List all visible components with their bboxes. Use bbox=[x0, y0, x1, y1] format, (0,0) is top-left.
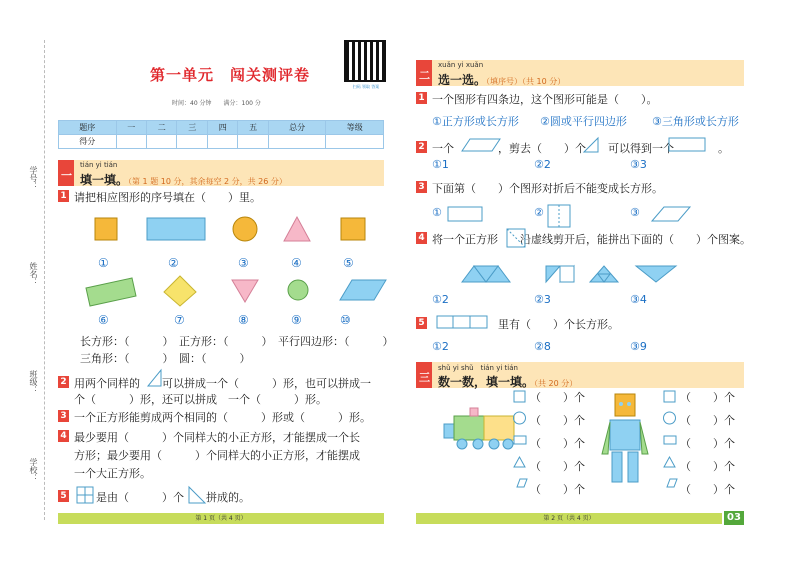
choice-option[interactable]: ①2 bbox=[432, 293, 449, 306]
pattern-1 bbox=[462, 266, 510, 282]
table-header-cell: 题序 bbox=[59, 121, 117, 135]
question-number: 5 bbox=[58, 490, 69, 502]
question-text: 下面第（ ）个图形对折后不能变成长方形。 bbox=[432, 182, 663, 195]
question-text: 一个 ，剪去（ ）个 可以得到一个 。 bbox=[432, 142, 729, 155]
score-cell[interactable] bbox=[326, 135, 384, 149]
page-footer: 第 2 页（共 4 页） bbox=[416, 513, 722, 524]
question-text: 个（ ）形，还可以拼成 一个（ ）形。 bbox=[74, 393, 327, 406]
train-picture bbox=[440, 406, 520, 456]
choice-option[interactable]: ②8 bbox=[534, 340, 551, 353]
pattern-3 bbox=[590, 266, 618, 282]
count-blank: （ ）个 bbox=[680, 483, 735, 496]
section-heading-text: 数一数，填一填。 bbox=[438, 375, 535, 389]
shape-rectangle-6 bbox=[86, 278, 136, 306]
shape-circle-9 bbox=[288, 280, 308, 300]
shape-label: ④ bbox=[291, 256, 302, 270]
section-note: （共 20 分） bbox=[534, 379, 578, 388]
section-pinyin: xuǎn yi xuǎn bbox=[438, 61, 484, 69]
shape-triangle-4 bbox=[284, 217, 310, 241]
choice-option[interactable]: ①1 bbox=[432, 158, 449, 171]
table-header-cell: 二 bbox=[147, 121, 177, 135]
section-note: （第 1 题 10 分，其余每空 2 分，共 26 分） bbox=[128, 177, 287, 186]
question-text: 一个图形有四条边，这个图形可能是（ ）。 bbox=[432, 93, 658, 106]
shape-label: ⑧ bbox=[238, 313, 249, 327]
score-table-row bbox=[59, 135, 384, 149]
score-cell[interactable] bbox=[268, 135, 326, 149]
choice-option[interactable]: ③三角形或长方形 bbox=[652, 115, 739, 128]
shapes-row-2 bbox=[84, 274, 394, 310]
page-footer: 第 1 页（共 4 页） bbox=[58, 513, 384, 524]
table-header-cell: 等级 bbox=[326, 121, 384, 135]
school-label: 学校： bbox=[29, 458, 38, 482]
count-blank: （ ）个 bbox=[530, 437, 585, 450]
section-heading bbox=[80, 171, 287, 188]
question-number: 2 bbox=[416, 141, 427, 153]
count-blank: （ ）个 bbox=[680, 391, 735, 404]
choice-option[interactable]: ③3 bbox=[630, 158, 647, 171]
shape-square-1 bbox=[95, 218, 117, 240]
question-text: 是由（ ）个 拼成的。 bbox=[74, 491, 250, 504]
page-title: 第一单元 闯关测评卷 bbox=[150, 66, 311, 84]
choice-option[interactable]: ② bbox=[534, 206, 544, 219]
choice-option[interactable]: ②圆或平行四边形 bbox=[540, 115, 627, 128]
qr-caption: 扫码 领取 答案 bbox=[352, 84, 380, 89]
question-number: 2 bbox=[58, 376, 69, 388]
section-heading-text: 选一选。 bbox=[438, 73, 487, 87]
score-table-header-row bbox=[59, 121, 384, 135]
table-header-cell: 一 bbox=[116, 121, 146, 135]
section-heading bbox=[438, 71, 565, 88]
shape-label: ② bbox=[168, 256, 179, 270]
question-text: 将一个正方形 沿虚线剪开后，能拼出下面的（ ）个图案。 bbox=[432, 233, 751, 246]
shape-circle-3 bbox=[233, 217, 257, 241]
question-number: 3 bbox=[58, 410, 69, 422]
question-text: 请把相应图形的序号填在（ ）里。 bbox=[74, 191, 261, 204]
question-number: 1 bbox=[416, 92, 427, 104]
table-header-cell: 三 bbox=[177, 121, 207, 135]
parallelogram-figure-icon bbox=[462, 137, 502, 153]
score-cell[interactable] bbox=[207, 135, 237, 149]
shape-label: ⑩ bbox=[340, 313, 351, 327]
shape-parallelogram-10 bbox=[340, 280, 386, 300]
section-note: （填序号）（共 10 分） bbox=[486, 77, 566, 86]
score-row-label: 得分 bbox=[59, 135, 117, 149]
fold-figures bbox=[446, 204, 706, 228]
question-number: 1 bbox=[58, 190, 69, 202]
table-header-cell: 总分 bbox=[268, 121, 326, 135]
fold-figure-3 bbox=[652, 207, 690, 221]
student-number-label: 学号： bbox=[29, 166, 38, 190]
question-number: 4 bbox=[58, 430, 69, 442]
section-3-header bbox=[416, 362, 744, 388]
q1-answer-line: 三角形：（ ） 圆：（ ） bbox=[80, 352, 251, 365]
choice-option[interactable]: ①正方形或长方形 bbox=[432, 115, 519, 128]
section-number: 一 bbox=[61, 169, 72, 182]
fold-figure-1 bbox=[448, 207, 482, 221]
question-text: 最少要用（ ）个同样大的小正方形，才能摆成一个长 bbox=[74, 431, 360, 444]
triangle-figure-icon bbox=[583, 137, 599, 153]
choice-option[interactable]: ③4 bbox=[630, 293, 647, 306]
choice-option[interactable]: ③9 bbox=[630, 340, 647, 353]
shape-square-5 bbox=[341, 218, 365, 240]
question-text: 一个正方形能剪成两个相同的（ ）形或（ ）形。 bbox=[74, 411, 371, 424]
page-number-badge: 03 bbox=[724, 511, 744, 525]
triangle-figure-icon bbox=[147, 369, 163, 387]
table-header-cell: 五 bbox=[238, 121, 268, 135]
pattern-4 bbox=[636, 266, 676, 282]
exam-meta: 时间：40 分钟 满分：100 分 bbox=[172, 100, 261, 107]
square-diagonal-figure-icon bbox=[506, 228, 526, 248]
q1-answer-line: 长方形：（ ） 正方形：（ ） 平行四边形：（ ） bbox=[80, 335, 394, 348]
question-number: 4 bbox=[416, 232, 427, 244]
question-number: 5 bbox=[416, 317, 427, 329]
shape-label: ⑤ bbox=[343, 256, 354, 270]
score-cell[interactable] bbox=[238, 135, 268, 149]
shape-triangle-8 bbox=[232, 280, 258, 302]
choice-option[interactable]: ②2 bbox=[534, 158, 551, 171]
section-pinyin: shǔ yi shǔ tián yi tián bbox=[438, 364, 518, 372]
table-header-cell: 四 bbox=[207, 121, 237, 135]
robot-picture bbox=[600, 392, 650, 492]
pattern-2 bbox=[546, 266, 574, 282]
strip-rectangle-figure-icon bbox=[436, 314, 488, 330]
count-blank: （ ）个 bbox=[680, 460, 735, 473]
question-number: 3 bbox=[416, 181, 427, 193]
shape-label: ③ bbox=[238, 256, 249, 270]
section-number: 二 bbox=[419, 69, 430, 82]
section-pinyin: tián yi tián bbox=[80, 161, 118, 169]
count-blank: （ ）个 bbox=[680, 437, 735, 450]
shape-label: ⑦ bbox=[174, 313, 185, 327]
shapes-row-1 bbox=[90, 212, 390, 252]
score-cell[interactable] bbox=[177, 135, 207, 149]
section-2-header bbox=[416, 60, 744, 86]
score-cell[interactable] bbox=[116, 135, 146, 149]
triangle-figure-icon bbox=[188, 486, 206, 504]
question-text: 用两个同样的 可以拼成一个（ ）形，也可以拼成一 bbox=[74, 377, 371, 390]
count-blank: （ ）个 bbox=[530, 414, 585, 427]
count-shapes-col-1 bbox=[513, 389, 527, 493]
section-heading-text: 填一填。 bbox=[80, 173, 129, 187]
shape-label: ⑨ bbox=[291, 313, 302, 327]
binding-dashed-line bbox=[44, 40, 45, 520]
section-number: 三 bbox=[419, 371, 430, 384]
shape-label: ① bbox=[98, 256, 109, 270]
count-shapes-col-2 bbox=[663, 389, 677, 493]
choice-option[interactable]: ③ bbox=[630, 206, 640, 219]
question-text: 方形；最少要用（ ）个同样大的小正方形，才能摆成 bbox=[74, 449, 360, 462]
class-label: 班级： bbox=[29, 370, 38, 394]
choice-option[interactable]: ① bbox=[432, 206, 442, 219]
choice-option[interactable]: ①2 bbox=[432, 340, 449, 353]
score-cell[interactable] bbox=[147, 135, 177, 149]
score-table bbox=[58, 120, 384, 149]
qr-code-image bbox=[344, 40, 386, 82]
section-1-header bbox=[58, 160, 384, 186]
pattern-figures bbox=[460, 262, 740, 284]
shape-rectangle-2 bbox=[147, 218, 205, 240]
count-blank: （ ）个 bbox=[530, 391, 585, 404]
square-grid-figure-icon bbox=[76, 486, 94, 504]
choice-option[interactable]: ②3 bbox=[534, 293, 551, 306]
rectangle-figure-icon bbox=[668, 137, 708, 153]
count-blank: （ ）个 bbox=[530, 483, 585, 496]
shape-square-7 bbox=[164, 276, 196, 306]
fold-figure-2 bbox=[548, 205, 570, 227]
count-blank: （ ）个 bbox=[680, 414, 735, 427]
count-blank: （ ）个 bbox=[530, 460, 585, 473]
question-text: 里有（ ）个长方形。 bbox=[432, 318, 619, 331]
student-name-label: 姓名： bbox=[29, 262, 38, 286]
shape-label: ⑥ bbox=[98, 313, 109, 327]
section-heading bbox=[438, 373, 577, 390]
question-text: 一个大正方形。 bbox=[74, 467, 151, 480]
